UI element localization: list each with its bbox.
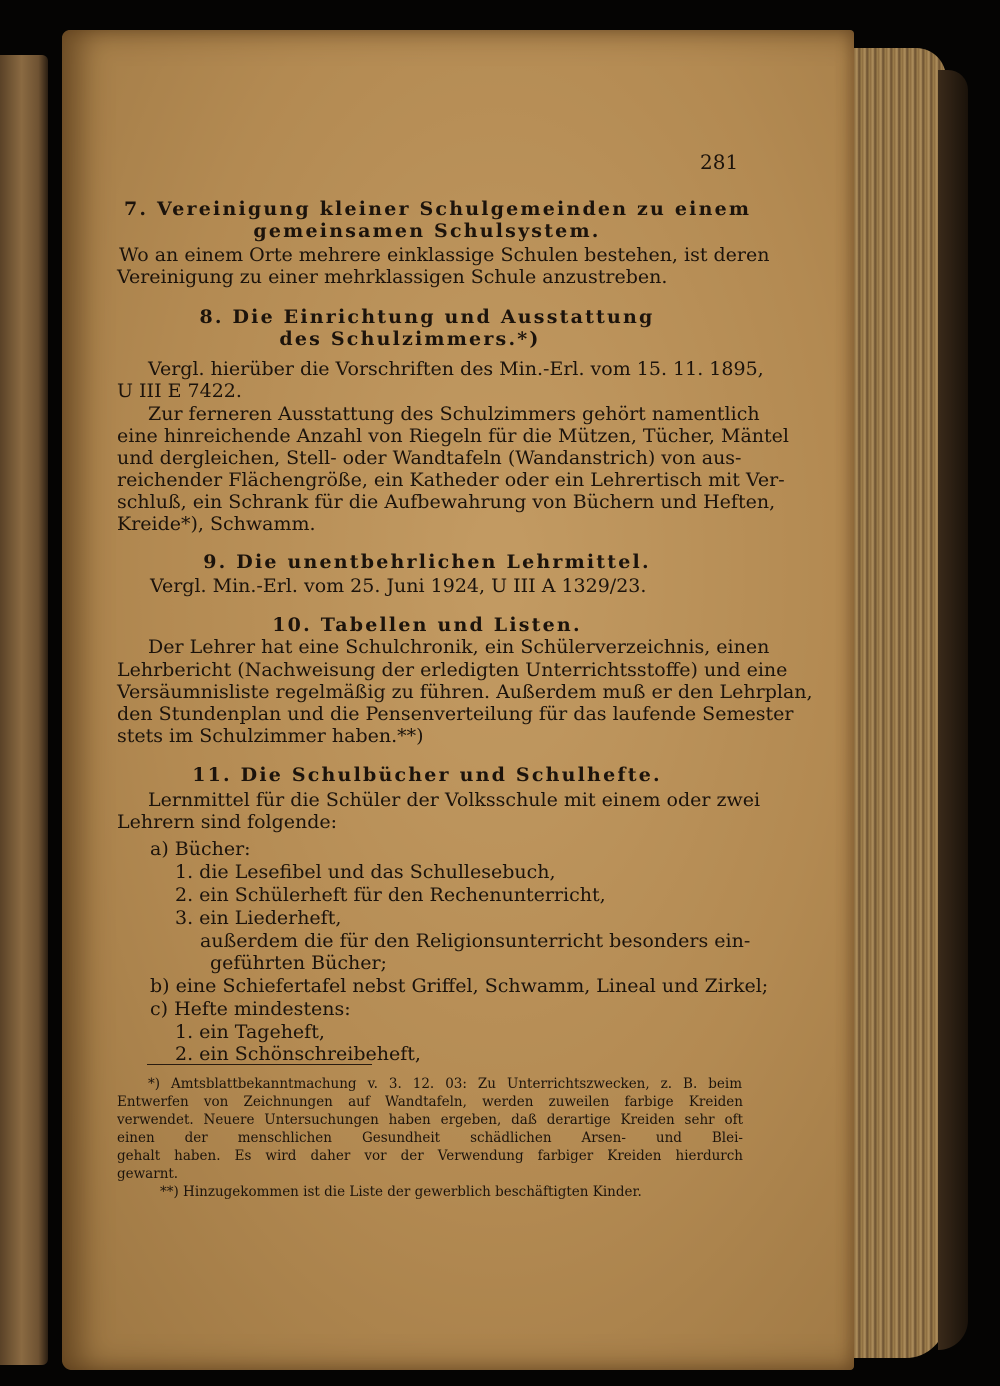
list-a-item: 2. ein Schülerheft für den Rechenunterricht,	[175, 884, 606, 906]
section-11-heading: 11. Die Schulbücher und Schulhefte.	[192, 764, 662, 786]
footnote-1-line: verwendet. Neuere Untersuchungen haben ergeben, daß derartige Kreiden sehr oft	[117, 1112, 743, 1128]
list-a-extra: außerdem die für den Religionsunterricht besonders ein-	[200, 930, 751, 952]
section-8-line: und dergleichen, Stell- oder Wandtafeln (Wandanstrich) von aus-	[117, 447, 742, 469]
section-8-heading-cont: des Schulzimmers.*)	[279, 328, 541, 350]
section-9-line: Vergl. Min.-Erl. vom 25. Juni 1924, U III A 1329/23.	[150, 575, 647, 597]
section-7-heading: 7. Vereinigung kleiner Schulgemeinden zu einem	[124, 198, 752, 220]
list-c-item: 2. ein Schönschreibeheft,	[175, 1043, 421, 1065]
section-7-heading-cont: gemeinsamen Schulsystem.	[253, 220, 601, 242]
list-a-extra: geführten Bücher;	[210, 952, 387, 974]
list-a-item: 3. ein Liederheft,	[175, 907, 342, 929]
page-number: 281	[700, 150, 739, 174]
section-7-line: Vereinigung zu einer mehrklassigen Schule anzustreben.	[117, 266, 668, 288]
footnote-2: **) Hinzugekommen ist die Liste der gewerblich beschäftigten Kinder.	[160, 1184, 642, 1200]
footnote-1-line: gewarnt.	[117, 1166, 179, 1182]
section-10-line: Lehrbericht (Nachweisung der erledigten Unterrichtsstoffe) und eine	[117, 659, 788, 681]
section-8-line: eine hinreichende Anzahl von Riegeln für die Mützen, Tücher, Mäntel	[117, 425, 789, 447]
list-b-label: b) eine Schiefertafel nebst Griffel, Schwamm, Lineal und Zirkel;	[150, 975, 769, 997]
section-11-intro: Lehrern sind folgende:	[117, 811, 338, 833]
section-7-line: Wo an einem Orte mehrere einklassige Schulen bestehen, ist deren	[119, 244, 770, 266]
footnote-1-line: gehalt haben. Es wird daher vor der Verwendung farbiger Kreiden hierdurch	[117, 1148, 743, 1164]
section-11-intro: Lernmittel für die Schüler der Volksschule mit einem oder zwei	[148, 789, 761, 811]
list-a-label: a) Bücher:	[150, 838, 251, 860]
section-8-reference: Vergl. hierüber die Vorschriften des Min.-Erl. vom 15. 11. 1895,	[148, 358, 764, 380]
section-9-heading: 9. Die unentbehrlichen Lehrmittel.	[203, 551, 651, 573]
section-10-line: Versäumnisliste regelmäßig zu führen. Außerdem muß er den Lehrplan,	[117, 681, 813, 703]
section-10-heading: 10. Tabellen und Listen.	[272, 614, 582, 636]
section-8-heading: 8. Die Einrichtung und Ausstattung	[199, 306, 655, 328]
section-8-line: Kreide*), Schwamm.	[117, 513, 316, 535]
section-8-reference: U III E 7422.	[117, 380, 242, 402]
list-a-item: 1. die Lesefibel und das Schullesebuch,	[175, 861, 556, 883]
footnote-1-line: einen der menschlichen Gesundheit schädlichen Arsen- und Blei-	[117, 1130, 743, 1146]
footnote-1-line: Entwerfen von Zeichnungen auf Wandtafeln, werden zuweilen farbige Kreiden	[117, 1094, 743, 1110]
footnote-1-line: *) Amtsblattbekanntmachung v. 3. 12. 03: Zu Unterrichtszwecken, z. B. beim	[148, 1076, 742, 1092]
section-8-line: schluß, ein Schrank für die Aufbewahrung von Büchern und Heften,	[117, 491, 776, 513]
list-c-label: c) Hefte mindestens:	[150, 998, 351, 1020]
section-10-line: stets im Schulzimmer haben.**)	[117, 725, 424, 747]
list-c-item: 1. ein Tageheft,	[175, 1021, 325, 1043]
section-10-line: den Stundenplan und die Pensenverteilung für das laufende Semester	[117, 703, 794, 725]
footnote-rule	[147, 1064, 372, 1065]
section-8-line: reichender Flächengröße, ein Katheder oder ein Lehrertisch mit Ver-	[117, 469, 785, 491]
section-8-line: Zur ferneren Ausstattung des Schulzimmers gehört namentlich	[148, 403, 760, 425]
section-10-line: Der Lehrer hat eine Schulchronik, ein Schülerverzeichnis, einen	[148, 636, 770, 658]
